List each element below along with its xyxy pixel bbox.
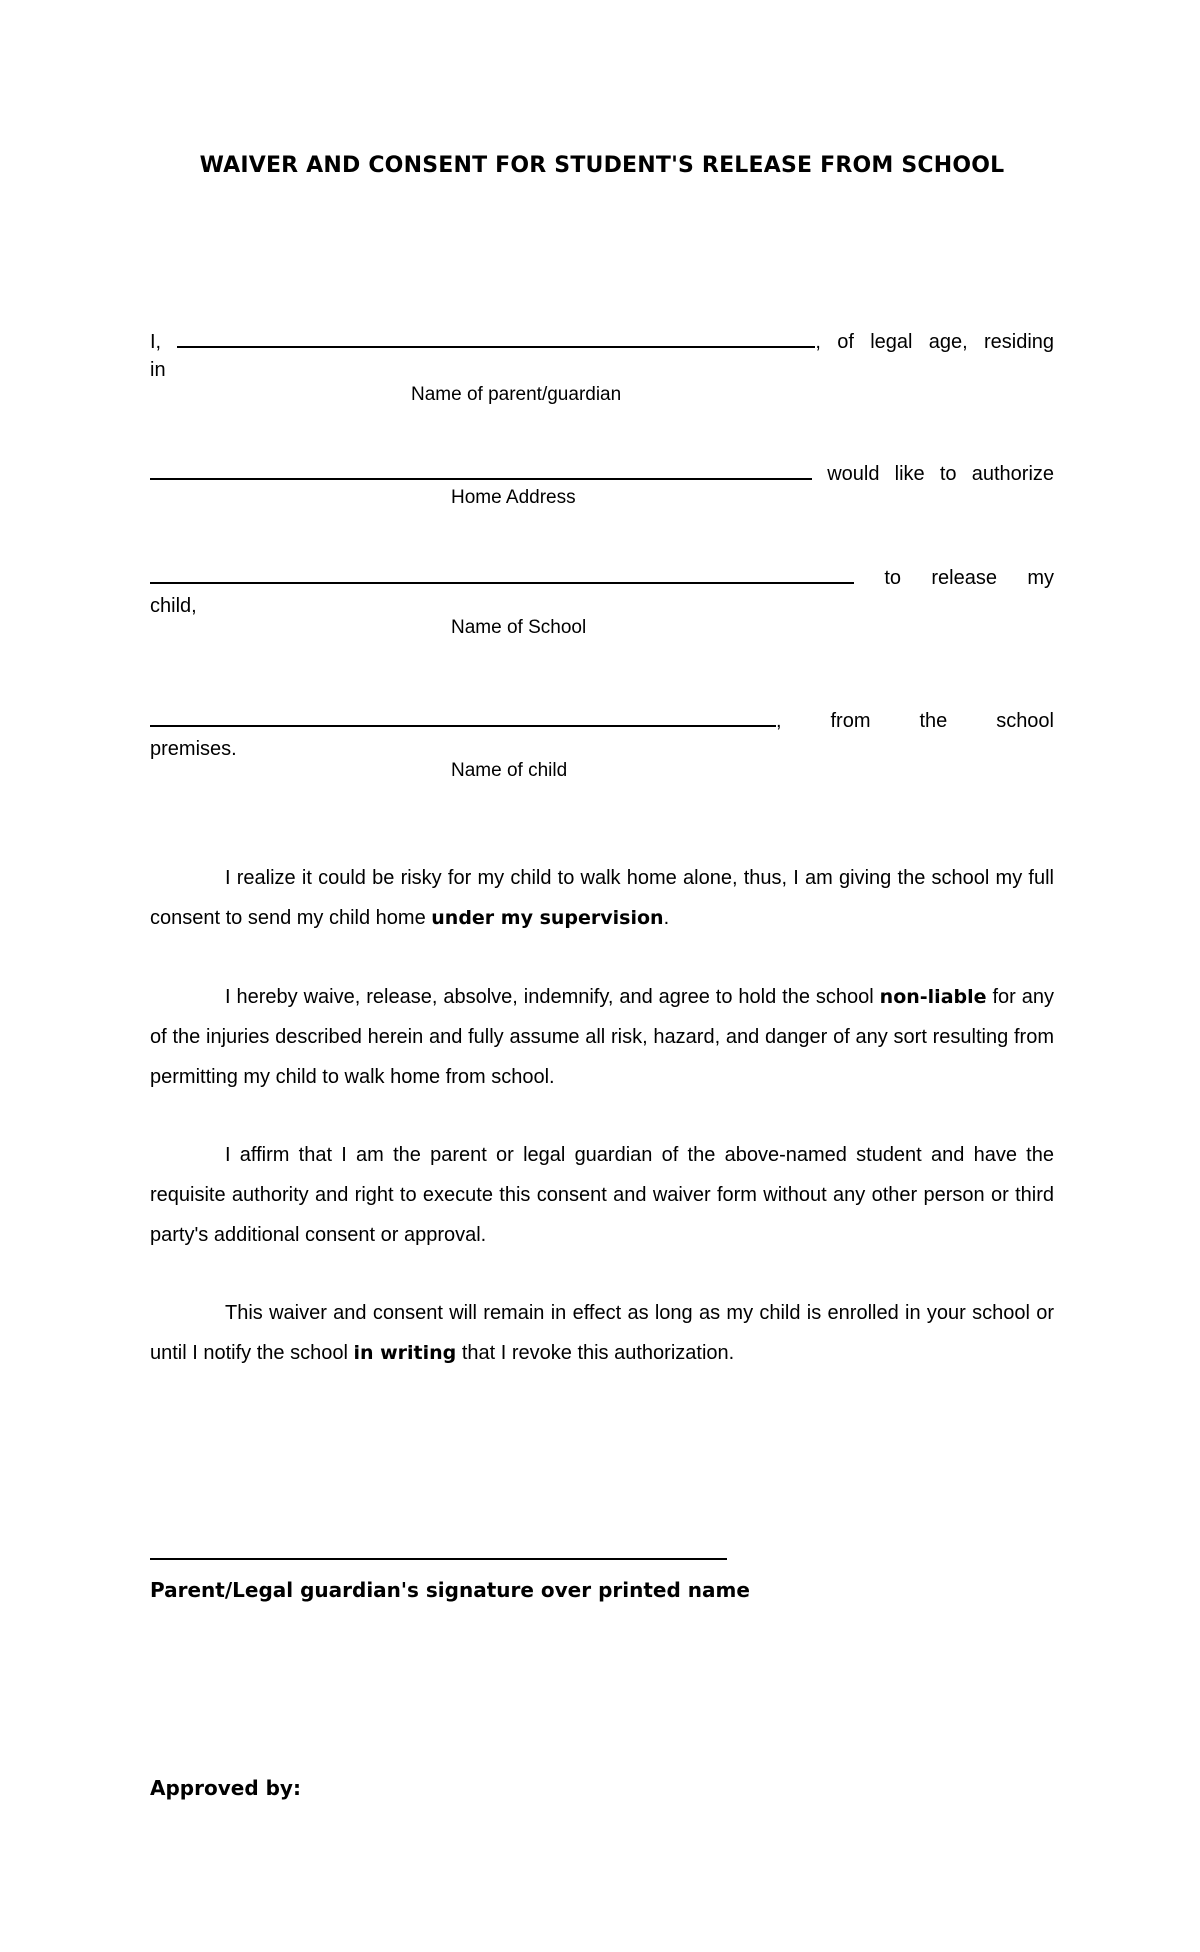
paragraph-risk-bold: under my supervision: [431, 907, 664, 929]
parent-prefix: I,: [150, 331, 162, 353]
child-name-caption: Name of child: [451, 760, 568, 781]
address-line: [150, 460, 1054, 488]
school-suffix-1: to: [884, 567, 902, 589]
paragraph-effect-bold: in writing: [353, 1342, 457, 1364]
paragraph-risk-text: I realize it could be risky for my child to walk home alone, thus, I am giving the school my full consent to send my child home: [150, 867, 1054, 929]
child-suffix-2: from: [830, 710, 871, 732]
paragraph-affirm-text: I affirm that I am the parent or legal guardian of the above-named student and have the requisite authority and right to execute this consent and waiver form without any other person or third party's additional consent or approval.: [150, 1144, 1054, 1246]
child-suffix-3: the: [919, 710, 948, 732]
paragraph-effect: [150, 1293, 1054, 1373]
school-wrap-line: [150, 592, 1054, 620]
paragraph-waiver: [150, 977, 1054, 1097]
document-title: WAIVER AND CONSENT FOR STUDENT'S RELEASE FROM SCHOOL: [199, 153, 1005, 178]
paragraph-effect-end: that I revoke this authorization.: [456, 1342, 735, 1364]
school-name-blank[interactable]: [150, 564, 854, 584]
school-line: [150, 564, 1054, 592]
parent-wrap-text: in: [150, 359, 166, 381]
signature-line[interactable]: [150, 1558, 727, 1560]
parent-suffix: , of legal age, residing: [815, 331, 1055, 353]
child-suffix-4: school: [996, 710, 1054, 732]
home-address-caption: Home Address: [451, 487, 576, 508]
child-wrap-line: [150, 735, 1054, 763]
paragraph-waiver-end: for any of the injuries described herein and fully assume all risk, hazard, and danger of any sort resulting from permitting my child to walk home from school.: [150, 986, 1054, 1088]
paragraph-risk-end: .: [663, 907, 670, 929]
paragraph-effect-text: This waiver and consent will remain in effect as long as my child is enrolled in your school or until I notify the school: [150, 1302, 1054, 1364]
paragraph-waiver-text: I hereby waive, release, absolve, indemnify, and agree to hold the school: [225, 986, 880, 1008]
child-line: [150, 707, 1054, 735]
parent-wrap-line: [150, 356, 1054, 384]
school-name-caption: Name of School: [451, 617, 587, 638]
parent-name-blank[interactable]: [177, 328, 815, 348]
address-suffix: would like to authorize: [827, 463, 1055, 485]
parent-name-line: [150, 328, 1054, 356]
approved-by-label: Approved by:: [150, 1776, 301, 1800]
signature-label: Parent/Legal guardian's signature over printed name: [150, 1578, 750, 1602]
school-wrap-text: child,: [150, 595, 197, 617]
paragraph-waiver-bold: non-liable: [879, 986, 987, 1008]
home-address-blank[interactable]: [150, 460, 812, 480]
school-suffix-3: my: [1027, 567, 1054, 589]
child-suffix-1: ,: [776, 710, 782, 732]
paragraph-risk: [150, 858, 1054, 938]
parent-name-caption: Name of parent/guardian: [411, 384, 622, 405]
child-name-blank[interactable]: [150, 707, 776, 727]
child-wrap-text: premises.: [150, 738, 237, 760]
paragraph-affirm: [150, 1135, 1054, 1255]
school-suffix-2: release: [931, 567, 997, 589]
